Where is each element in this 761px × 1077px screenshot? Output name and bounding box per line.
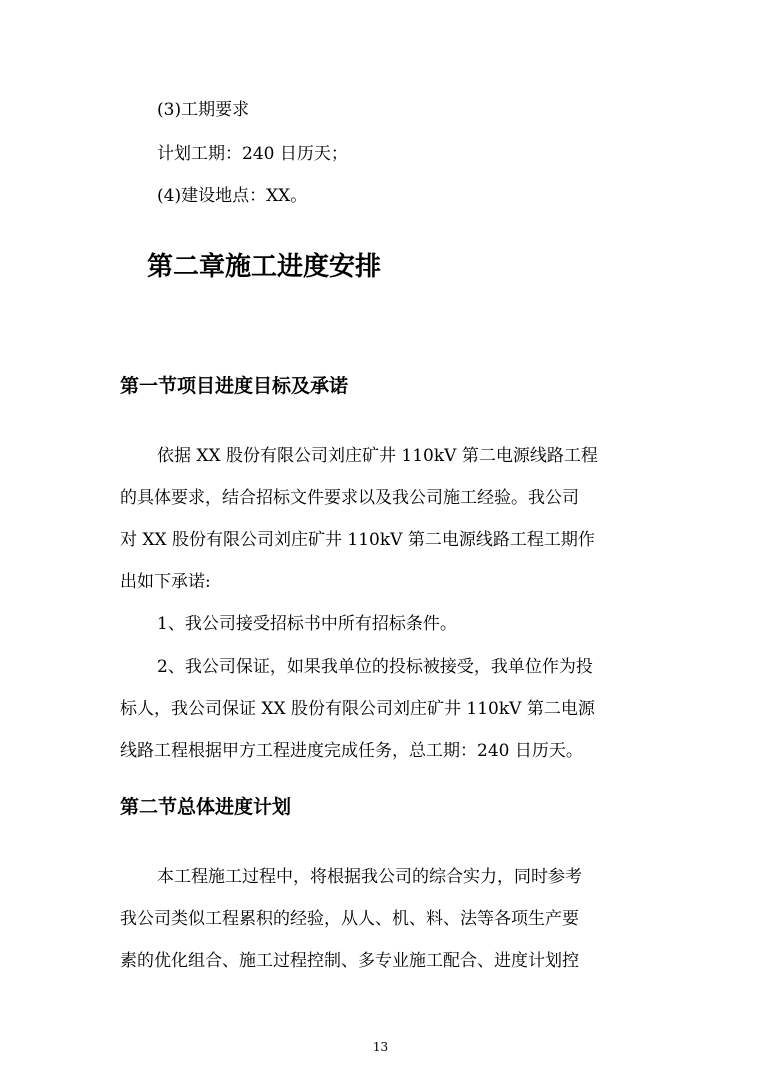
commitment-item-1: 1、我公司接受招标书中所有招标条件。: [157, 614, 457, 634]
section1-paragraph-line: 对 XX 股份有限公司刘庄矿井 110kV 第二电源线路工程工期作: [120, 530, 595, 550]
commitment-item-2-line: 标人，我公司保证 XX 股份有限公司刘庄矿井 110kV 第二电源: [120, 699, 595, 719]
section2-paragraph-line: 我公司类似工程累积的经验，从人、机、料、法等各项生产要: [120, 909, 579, 929]
commitment-item-2-line: 2、我公司保证，如果我单位的投标被接受，我单位作为投: [157, 657, 593, 677]
chapter-title: 第二章施工进度安排: [147, 252, 382, 282]
section1-title: 第一节项目进度目标及承诺: [120, 375, 349, 397]
location-line: (4)建设地点：XX。: [157, 186, 308, 206]
commitment-item-2-line: 线路工程根据甲方工程进度完成任务，总工期：240 日历天。: [120, 741, 583, 761]
section2-paragraph-line: 本工程施工过程中，将根据我公司的综合实力，同时参考: [157, 867, 582, 887]
section2-paragraph-line: 素的优化组合、施工过程控制、多专业施工配合、进度计划控: [120, 951, 579, 971]
section1-paragraph-line: 依据 XX 股份有限公司刘庄矿井 110kV 第二电源线路工程: [157, 446, 598, 466]
section1-paragraph-line: 出如下承诺:: [120, 572, 211, 592]
schedule-line: 计划工期：240 日历天；: [157, 144, 348, 164]
section1-paragraph-line: 的具体要求，结合招标文件要求以及我公司施工经验。我公司: [120, 488, 579, 508]
section2-title: 第二节总体进度计划: [120, 796, 292, 818]
page-number: 13: [372, 1040, 389, 1054]
item3-heading: (3)工期要求: [157, 100, 250, 120]
